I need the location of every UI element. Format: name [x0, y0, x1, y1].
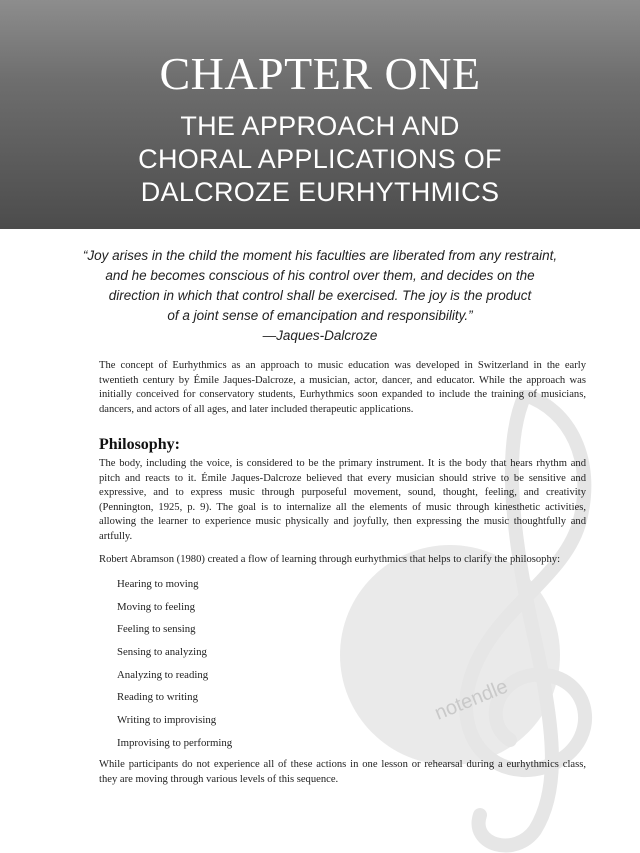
list-item: Analyzing to reading — [117, 668, 209, 681]
closing-paragraph: While participants do not experience all of these actions in one lesson or rehearsal during a eurhythmics class, they are moving through various levels of this sequence. — [99, 759, 586, 785]
chapter-header — [0, 0, 640, 229]
learning-flow-list — [117, 573, 232, 755]
list-item: Reading to writing — [117, 691, 198, 704]
list-item: Feeling to sensing — [117, 623, 196, 636]
abramson-paragraph: Robert Abramson (1980) created a flow of learning through eurhythmics that helps to clarify the philosophy: — [99, 554, 561, 565]
section-heading: Philosophy: — [99, 436, 180, 453]
epigraph-quote — [60, 246, 580, 346]
quote-line: and he becomes conscious of his control over them, and decides on the — [105, 268, 535, 283]
subtitle-line: CHORAL APPLICATIONS OF — [138, 144, 502, 174]
quote-line: “Joy arises in the child the moment his faculties are liberated from any restraint, — [82, 248, 558, 263]
list-item: Hearing to moving — [117, 578, 199, 590]
quote-attribution: —Jaques-Dalcroze — [262, 328, 378, 343]
subtitle-line: DALCROZE EURHYTHMICS — [140, 177, 500, 207]
quote-line: direction in which that control shall be exercised. The joy is the product — [108, 288, 532, 303]
list-item: Writing to improvising — [117, 714, 217, 727]
watermark-text: notendle — [431, 675, 512, 725]
list-item: Improvising to performing — [117, 736, 233, 749]
philosophy-paragraph: The body, including the voice, is considered to be the primary instrument. It is the body that hears rhythm and pitch and reacts to it. Émile Jaques-Dalcroze believed that every musician should strive to be sensitive and expressive, and to express music through purposeful movement, sound, thought, feeling, and creativity (Pennington, 1925, p. 9). The goal is to internalize all the elements of music through kinesthetic activities, allowing the learner to experience music physically and joyfully, then expressing the music thoughtfully and artfully. — [99, 458, 586, 542]
intro-paragraph: The concept of Eurhythmics as an approach to music education was developed in Switzerland in the early twentieth century by Émile Jaques-Dalcroze, a musician, actor, dancer, and educator. While the approach was initially conceived for conservatory students, Eurhythmics soon expanded to include the training of musicians, dancers, and actors of all ages, and later included therapeutic applications. — [99, 360, 586, 415]
chapter-title: CHAPTER ONE — [159, 48, 481, 99]
list-item: Moving to feeling — [117, 600, 195, 613]
chapter-subtitle — [0, 110, 640, 209]
quote-line: of a joint sense of emancipation and responsibility.” — [167, 308, 473, 323]
list-item: Sensing to analyzing — [117, 646, 207, 659]
subtitle-line: THE APPROACH AND — [180, 111, 460, 141]
